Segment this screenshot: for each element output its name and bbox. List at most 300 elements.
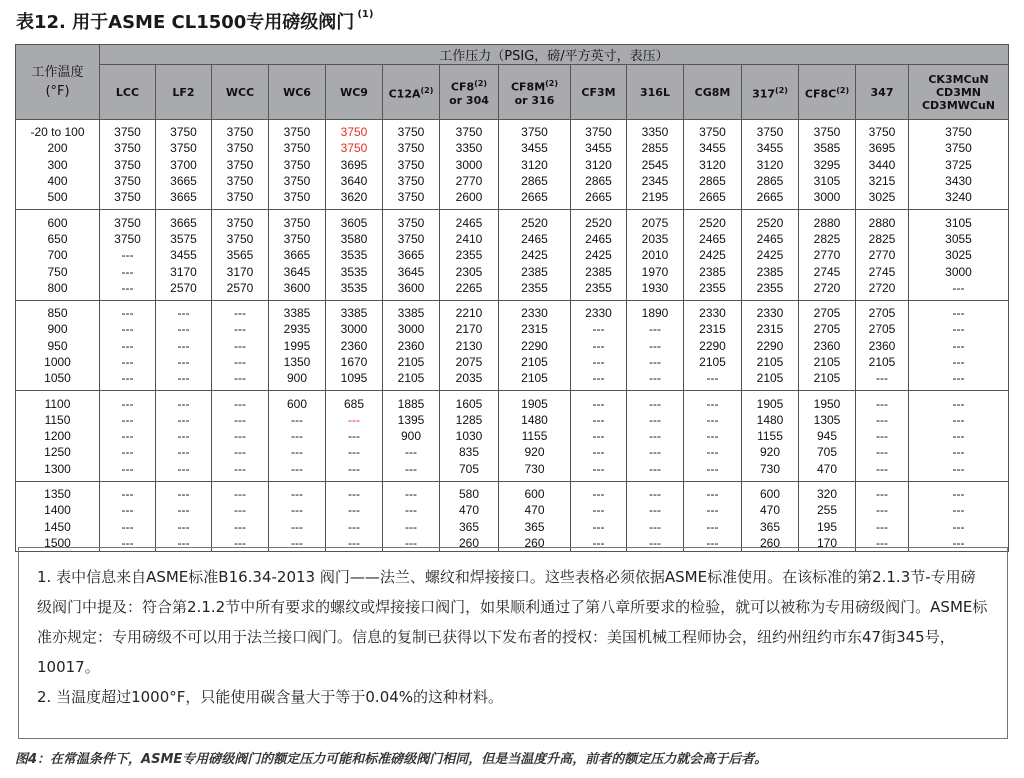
table-row bbox=[16, 157, 1009, 173]
pressure-cell: --- bbox=[684, 391, 742, 412]
pressure-cell: --- bbox=[326, 444, 383, 460]
pressure-cell: 2825 bbox=[799, 231, 856, 247]
pressure-cell: 255 bbox=[799, 502, 856, 518]
pressure-cell: 3750 bbox=[100, 210, 156, 231]
pressure-cell: 2105 bbox=[383, 370, 440, 391]
pressure-cell: --- bbox=[684, 502, 742, 518]
pressure-cell: 3750 bbox=[100, 120, 156, 141]
pressure-cell: --- bbox=[269, 535, 326, 552]
material-header bbox=[742, 65, 799, 120]
pressure-cell: 3240 bbox=[909, 189, 1009, 210]
pressure-cell: 2035 bbox=[627, 231, 684, 247]
temperature-cell: 850 bbox=[16, 300, 100, 321]
pressure-cell: 3750 bbox=[212, 120, 269, 141]
pressure-cell: 1285 bbox=[440, 412, 499, 428]
pressure-cell: 3750 bbox=[212, 231, 269, 247]
pressure-cell: 2865 bbox=[742, 173, 799, 189]
pressure-cell: 2385 bbox=[499, 263, 571, 279]
pressure-cell: --- bbox=[571, 502, 627, 518]
pressure-cell: --- bbox=[212, 519, 269, 535]
pressure-cell: 3215 bbox=[856, 173, 909, 189]
pressure-cell: --- bbox=[156, 461, 212, 482]
table-row bbox=[16, 263, 1009, 279]
pressure-cell: 3750 bbox=[100, 157, 156, 173]
pressure-cell: 2665 bbox=[499, 189, 571, 210]
pressure-cell: 170 bbox=[799, 535, 856, 552]
temperature-cell: 200 bbox=[16, 140, 100, 156]
pressure-cell: 3750 bbox=[909, 120, 1009, 141]
pressure-cell: 2130 bbox=[440, 338, 499, 354]
pressure-cell: 365 bbox=[742, 519, 799, 535]
table-row bbox=[16, 461, 1009, 482]
material-header-note-ref: (2) bbox=[474, 79, 488, 89]
pressure-cell: 3750 bbox=[440, 120, 499, 141]
pressure-cell: --- bbox=[909, 321, 1009, 337]
pressure-cell: 2330 bbox=[684, 300, 742, 321]
temperature-cell: 1350 bbox=[16, 481, 100, 502]
pressure-cell: --- bbox=[627, 428, 684, 444]
temperature-cell: 400 bbox=[16, 173, 100, 189]
pressure-cell: 3120 bbox=[571, 157, 627, 173]
pressure-cell: --- bbox=[100, 370, 156, 391]
temperature-cell: 700 bbox=[16, 247, 100, 263]
pressure-cell: --- bbox=[571, 391, 627, 412]
pressure-cell: 2330 bbox=[742, 300, 799, 321]
table-body bbox=[16, 120, 1009, 552]
pressure-cell: 2665 bbox=[571, 189, 627, 210]
pressure-group-header: 工作压力（PSIG，磅/平方英寸，表压） bbox=[100, 45, 1009, 65]
pressure-cell: --- bbox=[100, 502, 156, 518]
table-row bbox=[16, 519, 1009, 535]
pressure-cell: --- bbox=[156, 391, 212, 412]
pressure-cell: 705 bbox=[799, 444, 856, 460]
material-header-note-ref: (2) bbox=[545, 79, 559, 89]
material-header-line: WCC bbox=[225, 85, 255, 99]
pressure-cell: 2665 bbox=[742, 189, 799, 210]
material-header-line: CF8C bbox=[804, 87, 837, 101]
pressure-cell: --- bbox=[383, 481, 440, 502]
pressure-cell: 600 bbox=[269, 391, 326, 412]
temperature-cell: 1100 bbox=[16, 391, 100, 412]
temperature-cell: 500 bbox=[16, 189, 100, 210]
material-header-line: WC6 bbox=[283, 85, 311, 99]
pressure-cell: 2935 bbox=[269, 321, 326, 337]
temperature-cell: 1050 bbox=[16, 370, 100, 391]
pressure-cell: --- bbox=[212, 412, 269, 428]
temperature-cell: -20 to 100 bbox=[16, 120, 100, 141]
pressure-cell: 3000 bbox=[799, 189, 856, 210]
pressure-cell: --- bbox=[100, 280, 156, 301]
pressure-cell: --- bbox=[684, 481, 742, 502]
pressure-cell: --- bbox=[100, 263, 156, 279]
pressure-cell: 3575 bbox=[156, 231, 212, 247]
table-row bbox=[16, 120, 1009, 141]
pressure-cell: 3750 bbox=[269, 173, 326, 189]
pressure-cell: 3750 bbox=[269, 231, 326, 247]
pressure-cell: 580 bbox=[440, 481, 499, 502]
pressure-cell: 470 bbox=[499, 502, 571, 518]
pressure-cell: --- bbox=[212, 502, 269, 518]
pressure-cell: --- bbox=[627, 338, 684, 354]
table-row bbox=[16, 280, 1009, 301]
pressure-cell: --- bbox=[684, 461, 742, 482]
pressure-cell: 2290 bbox=[684, 338, 742, 354]
temperature-cell: 750 bbox=[16, 263, 100, 279]
pressure-cell: --- bbox=[909, 338, 1009, 354]
pressure-cell: 3750 bbox=[212, 140, 269, 156]
pressure-cell: 3105 bbox=[909, 210, 1009, 231]
temperature-cell: 650 bbox=[16, 231, 100, 247]
pressure-cell: 3750 bbox=[100, 189, 156, 210]
pressure-cell: 900 bbox=[383, 428, 440, 444]
temperature-cell: 600 bbox=[16, 210, 100, 231]
temperature-cell: 1400 bbox=[16, 502, 100, 518]
table-row bbox=[16, 247, 1009, 263]
pressure-cell: 2465 bbox=[440, 210, 499, 231]
pressure-cell: --- bbox=[156, 535, 212, 552]
pressure-cell: 1605 bbox=[440, 391, 499, 412]
pressure-cell: --- bbox=[684, 370, 742, 391]
pressure-cell: --- bbox=[326, 481, 383, 502]
pressure-cell: 3750 bbox=[269, 210, 326, 231]
table-row bbox=[16, 189, 1009, 210]
material-header-line: CF3M bbox=[581, 85, 616, 99]
pressure-cell: --- bbox=[684, 519, 742, 535]
pressure-cell: 900 bbox=[269, 370, 326, 391]
pressure-cell: 2355 bbox=[499, 280, 571, 301]
pressure-cell: --- bbox=[100, 321, 156, 337]
pressure-cell: 3750 bbox=[212, 173, 269, 189]
pressure-cell: 3750 bbox=[326, 120, 383, 141]
pressure-cell: 3105 bbox=[799, 173, 856, 189]
pressure-cell: --- bbox=[269, 428, 326, 444]
pressure-cell: --- bbox=[156, 502, 212, 518]
pressure-cell: 2330 bbox=[571, 300, 627, 321]
pressure-cell: 2105 bbox=[799, 354, 856, 370]
pressure-cell: 2075 bbox=[440, 354, 499, 370]
temperature-cell: 800 bbox=[16, 280, 100, 301]
pressure-cell: 3665 bbox=[383, 247, 440, 263]
pressure-cell: --- bbox=[156, 519, 212, 535]
pressure-cell: 1885 bbox=[383, 391, 440, 412]
pressure-cell: --- bbox=[212, 461, 269, 482]
pressure-cell: 1395 bbox=[383, 412, 440, 428]
pressure-cell: 3430 bbox=[909, 173, 1009, 189]
pressure-cell: 600 bbox=[499, 481, 571, 502]
pressure-cell: --- bbox=[627, 321, 684, 337]
pressure-cell: 3750 bbox=[383, 210, 440, 231]
pressure-cell: --- bbox=[383, 461, 440, 482]
pressure-cell: --- bbox=[326, 535, 383, 552]
pressure-cell: 2865 bbox=[571, 173, 627, 189]
pressure-cell: 2465 bbox=[684, 231, 742, 247]
pressure-cell: 2355 bbox=[440, 247, 499, 263]
pressure-cell: 3750 bbox=[383, 231, 440, 247]
pressure-cell: 2315 bbox=[742, 321, 799, 337]
pressure-cell: --- bbox=[856, 370, 909, 391]
temperature-cell: 1200 bbox=[16, 428, 100, 444]
material-header bbox=[269, 65, 326, 120]
pressure-cell: --- bbox=[571, 338, 627, 354]
pressure-cell: 3750 bbox=[383, 157, 440, 173]
pressure-cell: --- bbox=[627, 461, 684, 482]
pressure-cell: --- bbox=[100, 481, 156, 502]
pressure-cell: 2315 bbox=[499, 321, 571, 337]
pressure-cell: 3750 bbox=[156, 120, 212, 141]
pressure-cell: 3750 bbox=[742, 120, 799, 141]
temperature-cell: 1450 bbox=[16, 519, 100, 535]
pressure-cell: --- bbox=[627, 481, 684, 502]
pressure-cell: 1155 bbox=[499, 428, 571, 444]
pressure-cell: --- bbox=[326, 502, 383, 518]
pressure-cell: 3725 bbox=[909, 157, 1009, 173]
pressure-cell: 2705 bbox=[799, 321, 856, 337]
pressure-cell: --- bbox=[269, 519, 326, 535]
pressure-cell: 3120 bbox=[499, 157, 571, 173]
temperature-cell: 300 bbox=[16, 157, 100, 173]
pressure-cell: 3665 bbox=[156, 189, 212, 210]
temperature-column-header bbox=[16, 45, 100, 120]
pressure-cell: 920 bbox=[742, 444, 799, 460]
pressure-cell: 1480 bbox=[742, 412, 799, 428]
pressure-cell: 2360 bbox=[326, 338, 383, 354]
pressure-cell: 3750 bbox=[100, 173, 156, 189]
pressure-cell: 2075 bbox=[627, 210, 684, 231]
material-header bbox=[627, 65, 684, 120]
pressure-cell: --- bbox=[909, 502, 1009, 518]
pressure-cell: 1905 bbox=[742, 391, 799, 412]
pressure-cell: 2425 bbox=[571, 247, 627, 263]
pressure-cell: --- bbox=[627, 354, 684, 370]
table-row bbox=[16, 502, 1009, 518]
pressure-cell: 3385 bbox=[383, 300, 440, 321]
pressure-cell: 2355 bbox=[742, 280, 799, 301]
table-row bbox=[16, 391, 1009, 412]
material-header-line: CF8 bbox=[450, 80, 475, 94]
pressure-cell: --- bbox=[156, 481, 212, 502]
pressure-cell: 3535 bbox=[326, 263, 383, 279]
pressure-cell: 2665 bbox=[684, 189, 742, 210]
pressure-cell: 2105 bbox=[499, 370, 571, 391]
pressure-cell: --- bbox=[156, 444, 212, 460]
pressure-cell: 2105 bbox=[799, 370, 856, 391]
pressure-cell: 3750 bbox=[212, 210, 269, 231]
pressure-cell: 3620 bbox=[326, 189, 383, 210]
table-row bbox=[16, 354, 1009, 370]
material-header bbox=[499, 65, 571, 120]
pressure-cell: 705 bbox=[440, 461, 499, 482]
pressure-cell: 3695 bbox=[856, 140, 909, 156]
pressure-cell: 3750 bbox=[684, 120, 742, 141]
pressure-cell: --- bbox=[627, 502, 684, 518]
table-row bbox=[16, 481, 1009, 502]
pressure-cell: --- bbox=[269, 502, 326, 518]
pressure-cell: --- bbox=[100, 461, 156, 482]
table-row bbox=[16, 370, 1009, 391]
pressure-cell: --- bbox=[571, 444, 627, 460]
pressure-cell: --- bbox=[269, 412, 326, 428]
pressure-cell: 945 bbox=[799, 428, 856, 444]
pressure-cell: --- bbox=[326, 519, 383, 535]
pressure-cell: --- bbox=[909, 481, 1009, 502]
pressure-cell: --- bbox=[100, 247, 156, 263]
table-row bbox=[16, 173, 1009, 189]
pressure-cell: --- bbox=[627, 370, 684, 391]
pressure-cell: 3170 bbox=[156, 263, 212, 279]
pressure-cell: --- bbox=[156, 412, 212, 428]
table-title-text: 表12. 用于ASME CL1500专用磅级阀门 bbox=[16, 12, 355, 33]
pressure-cell: --- bbox=[684, 535, 742, 552]
pressure-cell: 2355 bbox=[571, 280, 627, 301]
pressure-cell: 365 bbox=[440, 519, 499, 535]
pressure-cell: 3750 bbox=[383, 140, 440, 156]
table-title-note-ref: (1) bbox=[357, 9, 374, 20]
pressure-cell: 1350 bbox=[269, 354, 326, 370]
pressure-cell: --- bbox=[627, 391, 684, 412]
pressure-cell: --- bbox=[571, 519, 627, 535]
figure-caption: 图4：在常温条件下，ASME专用磅级阀门的额定压力可能和标准磅级阀门相同，但是当温度升高，前者的额定压力就会高于后者。 bbox=[15, 752, 768, 767]
pressure-cell: --- bbox=[156, 354, 212, 370]
pressure-cell: --- bbox=[909, 428, 1009, 444]
pressure-cell: 3750 bbox=[269, 120, 326, 141]
pressure-cell: 3455 bbox=[499, 140, 571, 156]
material-header bbox=[571, 65, 627, 120]
pressure-cell: --- bbox=[684, 412, 742, 428]
pressure-cell: 2465 bbox=[499, 231, 571, 247]
material-header-note-ref: (2) bbox=[420, 85, 434, 95]
pressure-cell: 2290 bbox=[742, 338, 799, 354]
pressure-cell: 2745 bbox=[799, 263, 856, 279]
pressure-cell: --- bbox=[627, 444, 684, 460]
material-header-line: LF2 bbox=[172, 85, 195, 99]
pressure-cell: 2520 bbox=[571, 210, 627, 231]
temperature-cell: 1300 bbox=[16, 461, 100, 482]
pressure-cell: 3750 bbox=[383, 189, 440, 210]
pressure-cell: 2290 bbox=[499, 338, 571, 354]
pressure-cell: --- bbox=[269, 444, 326, 460]
pressure-cell: 600 bbox=[742, 481, 799, 502]
pressure-cell: 3750 bbox=[100, 231, 156, 247]
pressure-cell: 3600 bbox=[269, 280, 326, 301]
pressure-cell: 3750 bbox=[212, 189, 269, 210]
pressure-cell: 2385 bbox=[571, 263, 627, 279]
temperature-cell: 1500 bbox=[16, 535, 100, 552]
pressure-cell: 2880 bbox=[856, 210, 909, 231]
pressure-cell: --- bbox=[856, 391, 909, 412]
pressure-cell: 3455 bbox=[571, 140, 627, 156]
material-header-line: or 304 bbox=[449, 93, 489, 107]
pressure-cell: --- bbox=[269, 461, 326, 482]
pressure-cell: 2360 bbox=[799, 338, 856, 354]
pressure-cell: 470 bbox=[440, 502, 499, 518]
pressure-cell: 195 bbox=[799, 519, 856, 535]
pressure-cell: 2865 bbox=[684, 173, 742, 189]
material-header-line: or 316 bbox=[514, 93, 555, 107]
material-header-line: CD3MN bbox=[935, 85, 981, 99]
pressure-cell: --- bbox=[212, 300, 269, 321]
pressure-cell: --- bbox=[156, 428, 212, 444]
pressure-cell: --- bbox=[100, 300, 156, 321]
pressure-cell: 3750 bbox=[856, 120, 909, 141]
material-header bbox=[684, 65, 742, 120]
pressure-cell: --- bbox=[571, 412, 627, 428]
table-row bbox=[16, 444, 1009, 460]
pressure-cell: --- bbox=[383, 502, 440, 518]
pressure-cell: 2570 bbox=[212, 280, 269, 301]
pressure-cell: 3750 bbox=[383, 173, 440, 189]
pressure-cell: 2865 bbox=[499, 173, 571, 189]
material-header bbox=[156, 65, 212, 120]
pressure-cell: 1095 bbox=[326, 370, 383, 391]
pressure-cell: 2360 bbox=[856, 338, 909, 354]
pressure-cell: 730 bbox=[499, 461, 571, 482]
table-row bbox=[16, 140, 1009, 156]
pressure-cell: 2305 bbox=[440, 263, 499, 279]
material-header bbox=[856, 65, 909, 120]
pressure-cell: 3455 bbox=[684, 140, 742, 156]
footnotes-box bbox=[18, 547, 1008, 739]
pressure-cell: 3750 bbox=[326, 140, 383, 156]
pressure-cell: 2410 bbox=[440, 231, 499, 247]
pressure-cell: 1030 bbox=[440, 428, 499, 444]
pressure-cell: 1890 bbox=[627, 300, 684, 321]
temperature-header-line1: 工作温度 bbox=[31, 65, 84, 80]
pressure-cell: 260 bbox=[742, 535, 799, 552]
pressure-cell: --- bbox=[909, 535, 1009, 552]
pressure-cell: 3000 bbox=[440, 157, 499, 173]
pressure-cell: 2360 bbox=[383, 338, 440, 354]
pressure-cell: 3750 bbox=[269, 140, 326, 156]
temperature-cell: 1250 bbox=[16, 444, 100, 460]
material-header bbox=[909, 65, 1009, 120]
pressure-cell: --- bbox=[627, 412, 684, 428]
table-row bbox=[16, 338, 1009, 354]
pressure-cell: 3455 bbox=[156, 247, 212, 263]
material-header bbox=[326, 65, 383, 120]
pressure-cell: 2465 bbox=[571, 231, 627, 247]
pressure-cell: 3170 bbox=[212, 263, 269, 279]
pressure-cell: 2705 bbox=[856, 300, 909, 321]
pressure-cell: --- bbox=[212, 391, 269, 412]
pressure-cell: --- bbox=[212, 354, 269, 370]
pressure-cell: --- bbox=[212, 535, 269, 552]
material-header-line: 347 bbox=[870, 85, 894, 99]
footnote-2: 2. 当温度超过1000°F，只能使用碳含量大于等于0.04%的这种材料。 bbox=[37, 688, 504, 706]
footnote-1: 1. 表中信息来自ASME标准B16.34-2013 阀门——法兰、螺纹和焊接接口。这些表格必须依据ASME标准使用。在该标准的第2.1.3节-专用磅级阀门中提及：符合第2.1.2节中所有要求的螺纹或焊接接口阀门，如果顺利通过了第八章所要求的检验，就可以被称为专用磅级阀门。ASME标准亦规定：专用磅级不可以用于法兰接口阀门。信息的复制已获得以下发布者的授权：美国机械工程师协会，纽约州纽约市东47街345号，10017。 bbox=[37, 568, 988, 676]
pressure-cell: 2770 bbox=[440, 173, 499, 189]
pressure-cell: 3750 bbox=[212, 157, 269, 173]
temperature-header-line2: (°F) bbox=[45, 84, 70, 99]
table-row bbox=[16, 428, 1009, 444]
pressure-cell: 3750 bbox=[571, 120, 627, 141]
pressure-cell: --- bbox=[909, 354, 1009, 370]
material-header-line: LCC bbox=[115, 85, 140, 99]
pressure-cell: 3665 bbox=[156, 173, 212, 189]
temperature-cell: 1150 bbox=[16, 412, 100, 428]
pressure-cell: --- bbox=[326, 412, 383, 428]
pressure-cell: 1905 bbox=[499, 391, 571, 412]
temperature-cell: 950 bbox=[16, 338, 100, 354]
pressure-cell: 1155 bbox=[742, 428, 799, 444]
pressure-cell: 2745 bbox=[856, 263, 909, 279]
table-row bbox=[16, 321, 1009, 337]
pressure-cell: 2465 bbox=[742, 231, 799, 247]
pressure-cell: 835 bbox=[440, 444, 499, 460]
pressure-cell: --- bbox=[100, 338, 156, 354]
material-header-line: 316L bbox=[640, 85, 670, 99]
pressure-cell: --- bbox=[212, 444, 269, 460]
pressure-cell: --- bbox=[326, 461, 383, 482]
